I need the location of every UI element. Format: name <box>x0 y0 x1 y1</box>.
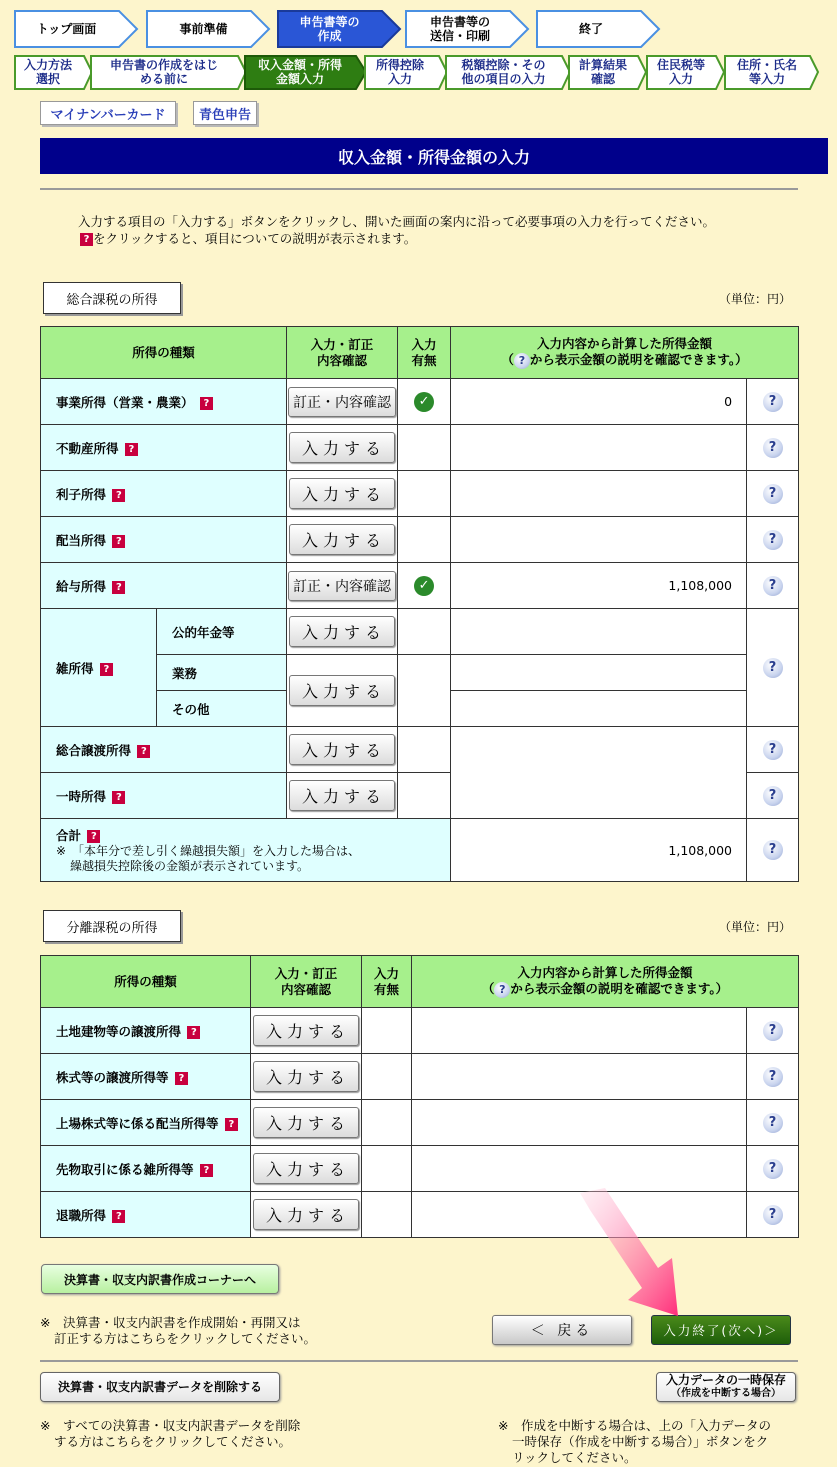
help-icon[interactable]: ? <box>763 438 783 458</box>
header-amount-line2: から表示金額の説明を確認できます。） <box>529 352 748 368</box>
table-row <box>41 517 799 563</box>
input-button[interactable]: 入力する <box>289 432 395 463</box>
question-icon[interactable]: ? <box>175 1072 188 1085</box>
input-button[interactable]: 入力する <box>289 675 395 706</box>
question-icon[interactable]: ? <box>112 535 125 548</box>
row-label <box>41 727 287 773</box>
sougou-section-label: 総合課税の所得 <box>43 282 181 314</box>
help-cell <box>747 563 799 609</box>
table-row <box>41 379 799 425</box>
misc-sub-label: 業務 <box>157 655 287 691</box>
step-send <box>405 10 530 50</box>
action-cell <box>287 471 398 517</box>
divider <box>40 1360 798 1362</box>
action-cell <box>287 563 398 609</box>
kessan-note-2: 訂正する方はこちらをクリックしてください。 <box>54 1331 317 1346</box>
amount-cell <box>451 471 747 517</box>
amount-cell: 1,108,000 <box>451 563 747 609</box>
next-button[interactable]: 入力終了(次へ)＞ <box>651 1315 791 1345</box>
table-row <box>41 425 799 471</box>
delete-note <box>40 1418 300 1450</box>
header-confirm-line1: 入力・訂正 <box>274 965 338 981</box>
instructions <box>78 213 715 247</box>
header-amount-line1: 入力内容から計算した所得金額 <box>537 336 713 352</box>
header-kind: 所得の種類 <box>41 956 251 1008</box>
edit-confirm-button[interactable]: 訂正・内容確認 <box>288 571 396 601</box>
status-cell <box>398 517 451 563</box>
step-label: 申告書等の 送信・印刷 <box>429 15 490 43</box>
amount-cell <box>451 517 747 563</box>
temp-save-button-line2: （作成を中断する場合） <box>671 1388 781 1399</box>
table-row <box>41 1008 799 1054</box>
help-icon[interactable]: ? <box>763 392 783 412</box>
save-note-2: 一時保存（作成を中断する場合）」ボタンをク <box>512 1434 769 1449</box>
header-amount-line2: から表示金額の説明を確認できます。） <box>510 981 729 997</box>
help-cell <box>747 819 799 882</box>
question-icon[interactable]: ? <box>112 1210 125 1223</box>
row-label-text: 一時所得 <box>56 788 107 804</box>
header-confirm-line2: 内容確認 <box>280 981 331 997</box>
back-button[interactable]: ＜ 戻る <box>492 1315 632 1345</box>
input-button[interactable]: 入力する <box>289 616 395 647</box>
header-amount-line1: 入力内容から計算した所得金額 <box>517 965 693 981</box>
action-cell <box>287 727 398 773</box>
help-icon[interactable]: ? <box>763 530 783 550</box>
row-label <box>41 1008 251 1054</box>
help-icon[interactable]: ? <box>763 1113 783 1133</box>
page-title: 収入金額・所得金額の入力 <box>40 138 828 174</box>
table-row-total <box>41 819 799 882</box>
action-cell <box>287 517 398 563</box>
blue-return-tag: 青色申告 <box>193 101 257 125</box>
row-label-text: 退職所得 <box>56 1207 107 1223</box>
action-cell <box>287 773 398 819</box>
sub-step-label: 税額控除・その 他の項目の入力 <box>461 58 546 86</box>
header-amount-open-paren: （ <box>481 981 495 997</box>
header-has <box>398 327 451 379</box>
help-cell <box>747 1192 799 1238</box>
amount-cell <box>412 1146 747 1192</box>
help-icon[interactable]: ? <box>763 1067 783 1087</box>
check-icon: ✓ <box>414 576 434 596</box>
help-question-icon: ? <box>80 233 93 246</box>
input-button[interactable]: 入力する <box>253 1015 359 1046</box>
help-cell <box>747 425 799 471</box>
action-cell <box>251 1054 362 1100</box>
sub-step <box>646 55 726 91</box>
sub-step-label: 住民税等 入力 <box>656 58 705 86</box>
question-icon[interactable]: ? <box>112 489 125 502</box>
step-label: 申告書等の 作成 <box>299 15 360 43</box>
status-cell <box>398 609 451 655</box>
action-cell <box>251 1008 362 1054</box>
status-cell <box>398 727 451 773</box>
header-confirm <box>251 956 362 1008</box>
help-icon: ? <box>494 982 510 998</box>
sub-step <box>14 55 94 91</box>
total-note-2: 繰越損失控除後の金額が表示されています。 <box>70 859 310 873</box>
action-cell <box>287 609 398 655</box>
sub-step-label: 収入金額・所得 金額入力 <box>257 58 342 86</box>
action-cell <box>287 655 398 727</box>
header-has-line2: 有無 <box>411 352 437 368</box>
help-cell <box>747 379 799 425</box>
row-label-text: 利子所得 <box>56 486 107 502</box>
table-row <box>41 563 799 609</box>
kessan-corner-button[interactable]: 決算書・収支内訳書作成コーナーへ <box>41 1264 279 1294</box>
help-icon: ? <box>514 353 530 369</box>
sub-step <box>724 55 820 91</box>
row-label <box>41 1054 251 1100</box>
table-row <box>41 1054 799 1100</box>
table-row <box>41 1146 799 1192</box>
question-icon[interactable]: ? <box>225 1118 238 1131</box>
amount-cell <box>451 609 747 655</box>
help-cell <box>747 1146 799 1192</box>
row-label <box>41 1100 251 1146</box>
sub-step <box>90 55 248 91</box>
help-cell <box>747 1100 799 1146</box>
status-cell <box>362 1008 412 1054</box>
sub-step <box>445 55 572 91</box>
bunri-section-label: 分離課税の所得 <box>43 910 181 942</box>
instruction-line-2 <box>78 230 715 247</box>
input-button[interactable]: 入力する <box>289 524 395 555</box>
total-label-cell <box>41 819 451 882</box>
row-label-text: 事業所得（営業・農業） <box>56 394 194 410</box>
question-icon[interactable]: ? <box>125 443 138 456</box>
table-header <box>41 327 799 379</box>
header-confirm-line2: 内容確認 <box>317 352 368 368</box>
table-header <box>41 956 799 1008</box>
row-label <box>41 1146 251 1192</box>
status-cell <box>362 1146 412 1192</box>
status-cell <box>398 655 451 727</box>
sub-step-label: 計算結果 確認 <box>578 58 627 86</box>
help-icon[interactable]: ? <box>763 1159 783 1179</box>
row-label <box>41 773 287 819</box>
save-note <box>498 1418 771 1466</box>
step-finish <box>536 10 661 50</box>
delete-note-1: ※ すべての決算書・収支内訳書データを削除 <box>40 1418 301 1433</box>
header-amount <box>451 327 799 379</box>
help-cell <box>747 773 799 819</box>
status-cell <box>362 1054 412 1100</box>
header-kind: 所得の種類 <box>41 327 287 379</box>
input-button[interactable]: 入力する <box>253 1061 359 1092</box>
mynumber-card-tag: マイナンバーカード <box>40 101 176 125</box>
unit-label: （単位：円） <box>719 292 792 306</box>
amount-cell <box>451 655 747 691</box>
input-button[interactable]: 入力する <box>253 1199 359 1230</box>
row-label-text: 不動産所得 <box>56 440 119 456</box>
question-icon[interactable]: ? <box>87 830 100 843</box>
help-icon[interactable]: ? <box>763 1021 783 1041</box>
total-amount: 1,108,000 <box>451 819 747 882</box>
amount-cell <box>451 727 747 819</box>
amount-cell <box>451 691 747 727</box>
help-cell <box>747 1054 799 1100</box>
table-row <box>41 471 799 517</box>
status-cell <box>362 1100 412 1146</box>
row-label <box>41 379 287 425</box>
amount-cell <box>412 1100 747 1146</box>
row-label-text: 先物取引に係る雑所得等 <box>56 1161 194 1177</box>
status-cell <box>362 1192 412 1238</box>
table-row-misc <box>41 609 799 655</box>
help-icon[interactable]: ? <box>763 740 783 760</box>
header-confirm <box>287 327 398 379</box>
step-prep <box>146 10 271 50</box>
action-cell <box>251 1192 362 1238</box>
row-label <box>41 1192 251 1238</box>
help-icon[interactable]: ? <box>763 484 783 504</box>
save-note-1: ※ 作成を中断する場合は、上の「入力データの <box>498 1418 771 1433</box>
status-cell <box>398 425 451 471</box>
step-label: 事前準備 <box>179 22 228 36</box>
input-button[interactable]: 入力する <box>253 1107 359 1138</box>
row-label <box>41 563 287 609</box>
header-confirm-line1: 入力・訂正 <box>310 336 374 352</box>
edit-confirm-button[interactable]: 訂正・内容確認 <box>288 387 396 417</box>
help-icon[interactable]: ? <box>763 658 783 678</box>
instruction-line-2-text: をクリックすると、項目についての説明が表示されます。 <box>93 231 417 246</box>
header-has-line1: 入力 <box>411 336 437 352</box>
instruction-line-1: 入力する項目の「入力する」ボタンをクリックし、開いた画面の案内に沿って必要事項の入力を行ってください。 <box>78 214 716 229</box>
question-icon[interactable]: ? <box>200 397 213 410</box>
temp-save-button-line1: 入力データの一時保存 <box>665 1373 786 1387</box>
help-cell <box>747 517 799 563</box>
input-button[interactable]: 入力する <box>289 734 395 765</box>
temp-save-button[interactable] <box>656 1372 796 1402</box>
help-cell <box>747 727 799 773</box>
row-label <box>41 517 287 563</box>
sougou-income-table <box>40 326 799 882</box>
help-cell <box>747 1008 799 1054</box>
kessan-note <box>40 1315 316 1347</box>
status-cell <box>398 471 451 517</box>
action-cell <box>287 379 398 425</box>
sub-step-label: 住所・氏名 等入力 <box>736 58 797 86</box>
input-button[interactable]: 入力する <box>289 780 395 811</box>
step-create-active <box>277 10 402 50</box>
header-has <box>362 956 412 1008</box>
row-label <box>41 471 287 517</box>
question-icon[interactable]: ? <box>137 745 150 758</box>
action-cell <box>287 425 398 471</box>
delete-note-2: する方はこちらをクリックしてください。 <box>54 1434 292 1449</box>
table-row <box>41 1100 799 1146</box>
status-cell <box>398 563 451 609</box>
sub-step <box>364 55 449 91</box>
kessan-note-1: ※ 決算書・収支内訳書を作成開始・再開又は <box>40 1315 301 1330</box>
sub-step-label: 入力方法 選択 <box>23 58 72 86</box>
header-has-line2: 有無 <box>373 981 399 997</box>
row-label-text: 土地建物等の譲渡所得 <box>56 1023 182 1039</box>
row-label-text: 株式等の譲渡所得等 <box>56 1069 169 1085</box>
total-label: 合計 <box>56 828 82 843</box>
input-button[interactable]: 入力する <box>253 1153 359 1184</box>
help-icon[interactable]: ? <box>763 1205 783 1225</box>
input-button[interactable]: 入力する <box>289 478 395 509</box>
question-icon[interactable]: ? <box>187 1026 200 1039</box>
amount-cell <box>412 1054 747 1100</box>
sub-step-label: 申告書の作成をはじ める前に <box>109 58 218 86</box>
save-note-3: リックしてください。 <box>512 1450 637 1465</box>
row-label-text: 給与所得 <box>56 578 107 594</box>
check-icon: ✓ <box>414 392 434 412</box>
row-label <box>41 425 287 471</box>
step-label: トップ画面 <box>36 22 97 36</box>
question-icon[interactable]: ? <box>200 1164 213 1177</box>
amount-cell: 0 <box>451 379 747 425</box>
delete-data-button[interactable]: 決算書・収支内訳書データを削除する <box>40 1372 280 1402</box>
header-amount-open-paren: （ <box>501 352 514 368</box>
amount-cell <box>412 1008 747 1054</box>
table-row <box>41 727 799 773</box>
misc-sub-label: 公的年金等 <box>157 609 287 655</box>
row-label-text: 雑所得 <box>56 660 94 676</box>
total-note-1: ※ 「本年分で差し引く繰越損失額」を入力した場合は、 <box>56 844 361 858</box>
help-icon[interactable]: ? <box>763 786 783 806</box>
help-cell <box>747 609 799 727</box>
status-cell <box>398 773 451 819</box>
help-icon[interactable]: ? <box>763 840 783 860</box>
unit-label: （単位：円） <box>719 920 792 934</box>
step-top <box>14 10 139 50</box>
question-icon[interactable]: ? <box>112 791 125 804</box>
row-label-text: 配当所得 <box>56 532 107 548</box>
row-label-text: 総合譲渡所得 <box>56 742 132 758</box>
help-cell <box>747 471 799 517</box>
amount-cell <box>451 425 747 471</box>
step-label: 終了 <box>578 22 603 36</box>
misc-sub-label: その他 <box>157 691 287 727</box>
action-cell <box>251 1100 362 1146</box>
status-cell <box>398 379 451 425</box>
header-amount <box>412 956 799 1008</box>
sub-step-label: 所得控除 入力 <box>375 58 424 86</box>
help-icon[interactable]: ? <box>763 576 783 596</box>
question-icon[interactable]: ? <box>112 581 125 594</box>
sub-step <box>568 55 648 91</box>
action-cell <box>251 1146 362 1192</box>
pointer-arrow-icon <box>570 1188 720 1338</box>
sub-step-active <box>244 55 368 91</box>
question-icon[interactable]: ? <box>100 663 113 676</box>
header-has-line1: 入力 <box>373 965 399 981</box>
row-label <box>41 609 157 727</box>
row-label-text: 上場株式等に係る配当所得等 <box>56 1115 219 1131</box>
divider <box>40 188 798 190</box>
